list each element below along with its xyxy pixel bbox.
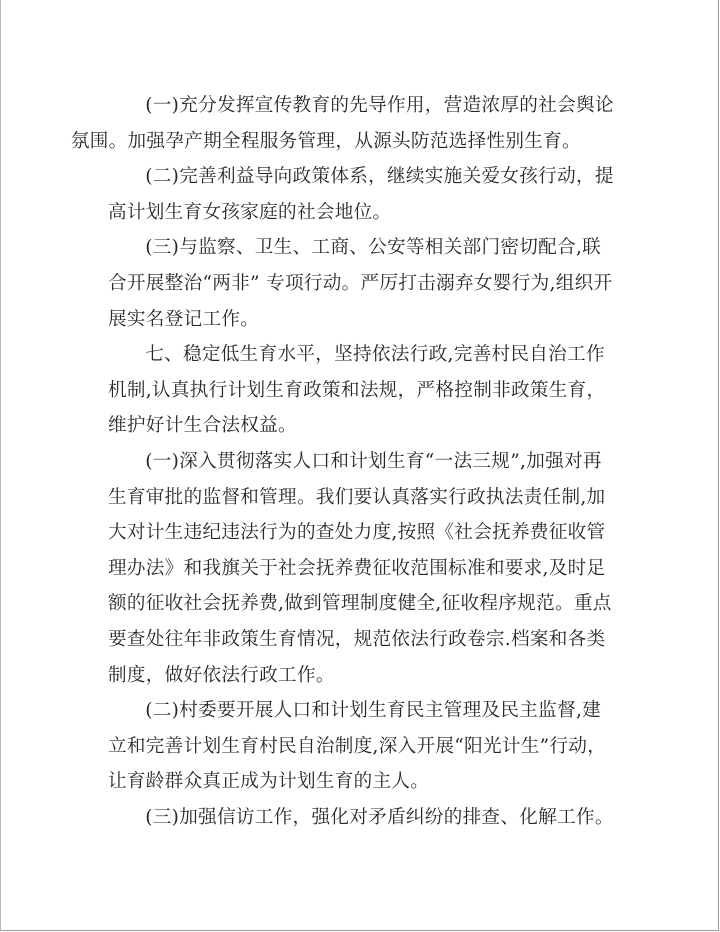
text-line: (二)完善利益导向政策体系，继续实施关爱女孩行动，提 [145, 166, 614, 188]
paragraph-4 [108, 337, 618, 444]
text-line: 合开展整治“两非” 专项行动。严厉打击溺弃女婴行为,组织开 [108, 272, 613, 294]
text-line: (一)充分发挥宣传教育的先导作用，营造浓厚的社会舆论 [145, 95, 614, 116]
text-line: 机制,认真执行计划生育政策和法规，严格控制非政策生育， [108, 379, 606, 401]
paragraph-1 [70, 88, 618, 159]
paragraph-7 [108, 800, 618, 836]
text-line: 展实名登记工作。 [108, 308, 260, 330]
text-line: 立和完善计划生育村民自治制度,深入开展“阳光计生”行动， [108, 735, 607, 757]
paragraph-2 [108, 159, 618, 230]
text-line: (三)与监察、卫生、工商、公安等相关部门密切配合,联 [145, 237, 602, 259]
text-line: 维护好计生合法权益。 [108, 415, 297, 437]
text-line: 七、稳定低生育水平，坚持依法行政,完善村民自治工作 [145, 344, 605, 366]
text-line: 大对计生违纪违法行为的查处力度,按照《社会抚养费征收管 [108, 522, 606, 544]
paragraph-5 [108, 444, 618, 693]
text-line: 额的征收社会抚养费,做到管理制度健全,征收程序规范。重点 [108, 593, 612, 615]
text-line: 氛围。加强孕产期全程服务管理，从源头防范选择性别生育。 [70, 130, 581, 152]
text-line: (二)村委要开展人口和计划生育民主管理及民主监督,建 [145, 700, 602, 722]
document-body [70, 88, 618, 835]
text-line: 生育审批的监督和管理。我们要认真落实行政执法责任制,加 [108, 486, 606, 508]
text-line: 理办法》和我旗关于社会抚养费征收范围标准和要求,及时足 [108, 557, 606, 579]
text-line: 制度，做好依法行政工作。 [108, 664, 335, 686]
text-line: 高计划生育女孩家庭的社会地位。 [108, 201, 392, 223]
paragraph-6 [108, 693, 618, 800]
text-line: 让育龄群众真正成为计划生育的主人。 [108, 771, 430, 793]
text-line: (一)深入贯彻落实人口和计划生育“一法三规”,加强对再 [145, 450, 602, 472]
text-line: 要查处往年非政策生育情况，规范依法行政卷宗.档案和各类 [108, 628, 606, 650]
text-line: (三)加强信访工作，强化对矛盾纠纷的排查、化解工作。 [145, 806, 614, 828]
paragraph-3 [108, 230, 618, 337]
